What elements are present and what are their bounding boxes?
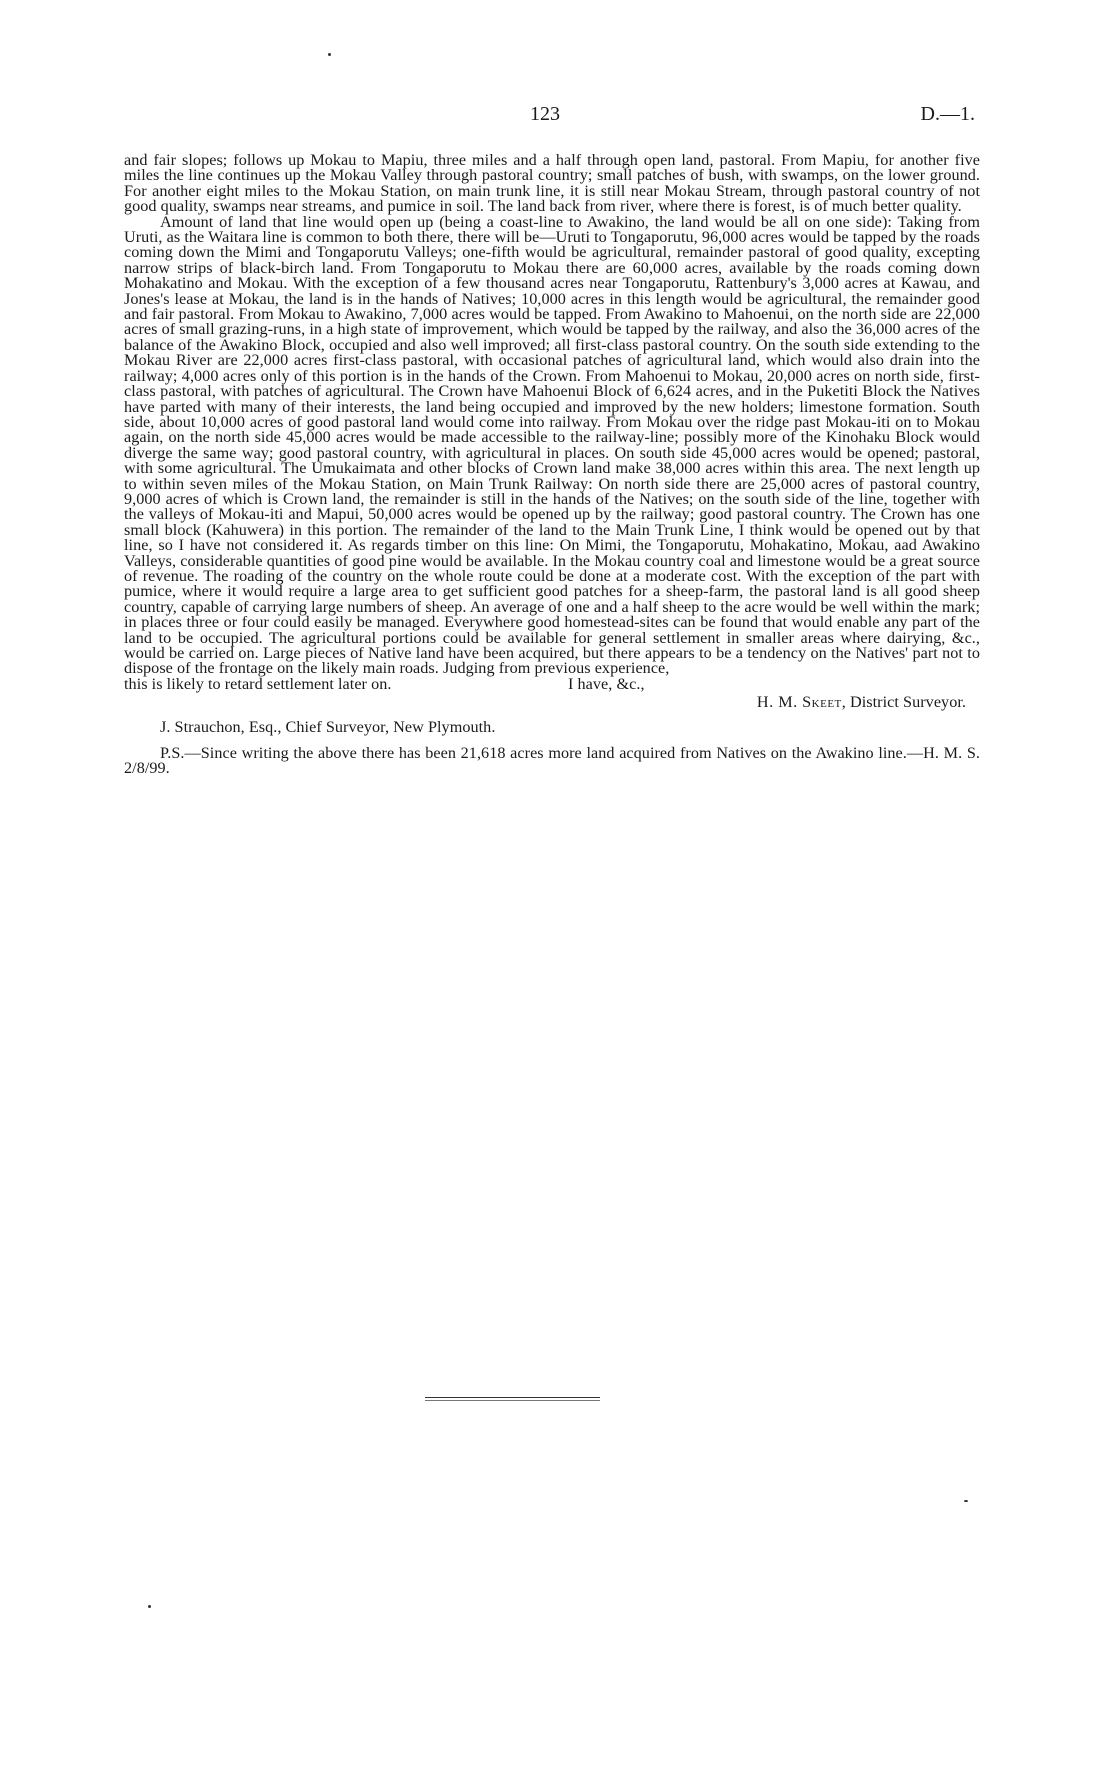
scan-speck <box>964 1500 968 1502</box>
letter-body <box>124 153 980 776</box>
closing-last-line: this is likely to retard settlement later on. <box>124 674 392 693</box>
page-number: 123 <box>530 103 560 125</box>
closing-salutation: I have, &c., <box>568 674 645 693</box>
paragraph-land-amount: Amount of land that line would open up (being a coast-line to Awakino, the land would be all on one side): Taking from Uruti, as the Waitara line is common to both there, there will be—Uruti to Tongaporutu, 96,000 acres would be tapped by the roads coming down the Mimi and Tongaporutu Valleys; one-fifth would be agricultural, remainder pastoral of good quality, excepting narrow strips of black-birch land. From Tongaporutu to Mokau there are 60,000 acres, available by the roads coming down Mohakatino and Mokau. With the exception of a few thousand acres near Tongaporutu, Rattenbury's 3,000 acres at Kawau, and Jones's lease at Mokau, the land is in the hands of Natives; 10,000 acres in this length would be agricultural, the remainder good and fair pastoral. From Mokau to Awakino, 7,000 acres would be tapped. From Awakino to Mahoenui, on the north side are 22,000 acres of small grazing-runs, in a high state of improvement, which would be tapped by the railway, and also the 36,000 acres of the balance of the Awakino Block, occupied and also well improved; all first-class pastoral country. On the south side extending to the Mokau River are 22,000 acres first-class pastoral, with occasional patches of agricultural land, which would also drain into the railway; 4,000 acres only of this portion is in the hands of the Crown. From Mahoenui to Mokau, 20,000 acres on north side, first-class pastoral, with patches of agricultural. The Crown have Mahoenui Block of 6,624 acres, and in the Puketiti Block the Natives have parted with many of their interests, the land being occupied and improved by the new holders; limestone formation. South side, about 10,000 acres of good pastoral land would come into railway. From Mokau over the ridge past Mokau-iti on to Mokau again, on the north side 45,000 acres would be made accessible to the railway-line; possibly more of the Kinohaku Block would diverge the same way; good pastoral country, with agricultural in places. On south side 45,000 acres would be opened; pastoral, with some agricultural. The Umukaimata and other blocks of Crown land make 38,000 acres within this area. The next length up to within seven miles of the Mokau Station, on Main Trunk Railway: On north side there are 25,000 acres of pastoral country, 9,000 acres of which is Crown land, the remainder is still in the hands of the Natives; on the south side of the line, together with the valleys of Mokau-iti and Mapui, 50,000 acres would be opened up by the railway; good pastoral country. The Crown has one small block (Kahuwera) in this portion. The remainder of the land to the Main Trunk Line, I think would be opened out by that line, so I have not considered it. As regards timber on this line: On Mimi, the Tongaporutu, Mohakatino, Mokau, aad Awakino Valleys, considerable quantities of good pine would be available. In the Mokau country coal and limestone would be a great source of revenue. The roading of the country on the whole route could be done at a moderate cost. With the exception of the part with pumice, where it would require a large area to get sufficient good patches for a sheep-farm, the pastoral land is all good sheep country, capable of carrying large numbers of sheep. An average of one and a half sheep to the acre would be well within the mark; in places three or four could easily be managed. Everywhere good homestead-sites can be found that would enable any part of the land to be occupied. The agricultural portions could be available for general settlement in smaller areas where dairying, &c., would be carried on. Large pieces of Native land have been acquired, but there appears to be a tendency on the Natives' part not to dispose of the frontage on the likely main roads. Judging from previous experience, <box>124 212 980 678</box>
page-header <box>0 103 1114 131</box>
postscript: P.S.—Since writing the above there has been 21,618 acres more land acquired from Natives on the Awakino line.—H. M. S. 2/8/99. <box>124 743 980 778</box>
signature-title: , District Surveyor. <box>841 692 966 711</box>
document-reference: D.—1. <box>920 103 975 125</box>
scan-speck <box>328 53 331 56</box>
end-rule <box>425 1397 600 1401</box>
paragraph-continuation: and fair slopes; follows up Mokau to Mapiu, three miles and a half through open land, pastoral. From Mapiu, for another five miles the line continues up the Mokau Valley through pastoral country; small patches of bush, with swamps, on the lower ground. For another eight miles to the Mokau Station, on main trunk line, it is still near Mokau Stream, through pastoral country of not good quality, swamps near streams, and pumice in soil. The land back from river, where there is forest, is of much better quality. <box>124 151 980 216</box>
signature-name: H. M. Skeet <box>756 692 842 711</box>
signature <box>124 692 980 711</box>
addressee: J. Strauchon, Esq., Chief Surveyor, New Plymouth. <box>160 718 496 737</box>
scan-speck <box>148 1605 151 1608</box>
closing-row <box>124 674 980 693</box>
